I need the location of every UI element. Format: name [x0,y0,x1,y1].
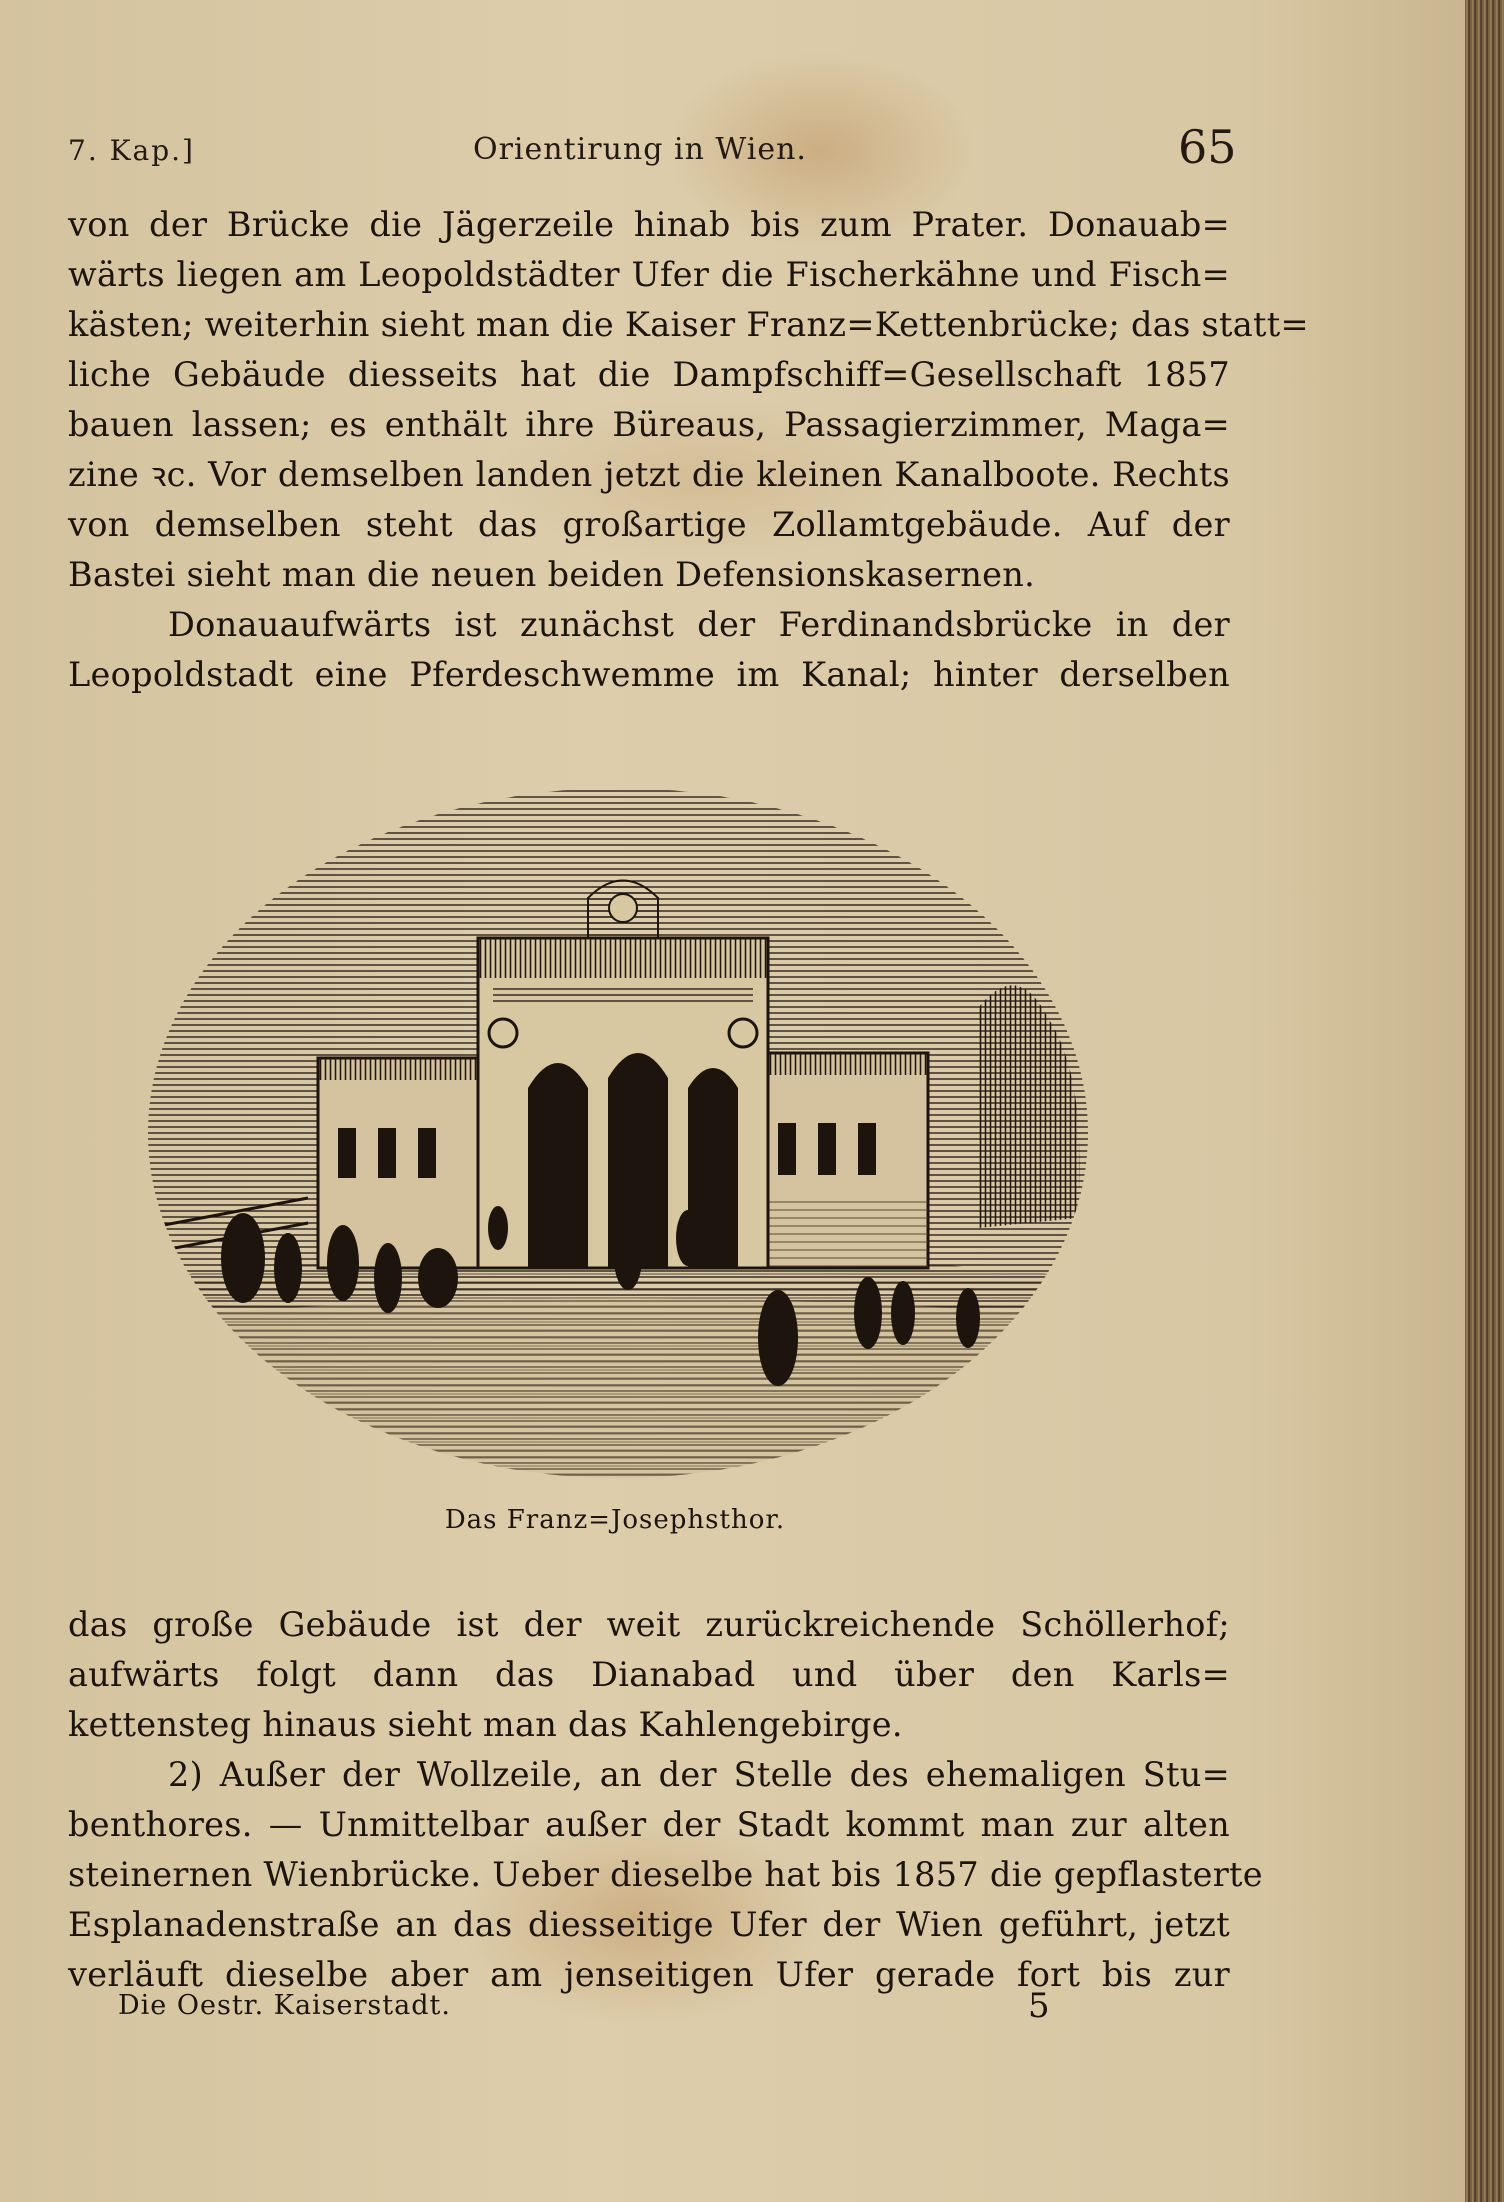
text-line: das große Gebäude ist der weit zurückreichende Schöllerhof; [68,1605,1230,1644]
text-line: liche Gebäude diesseits hat die Dampfschiff=Gesellschaft 1857 [68,355,1230,394]
text-line: wärts liegen am Leopoldstädter Ufer die Fischerkähne und Fisch= [68,255,1230,294]
engraving-franz-josephsthor [148,758,1088,1498]
text-line: Donauaufwärts ist zunächst der Ferdinandsbrücke in der [168,605,1230,644]
text-line: zine ꝛc. Vor demselben landen jetzt die kleinen Kanalboote. Rechts [68,455,1230,494]
text-block-top [68,200,1309,700]
text-line: verläuft dieselbe aber am jenseitigen Ufer gerade fort bis zur [68,1955,1230,1994]
book-edge [1465,0,1504,2202]
text-line: steinernen Wienbrücke. Ueber dieselbe hat bis 1857 die gepflasterte [68,1855,1263,1894]
text-line: kettensteg hinaus sieht man das Kahlengebirge. [68,1705,903,1744]
signature-title: Die Oestr. Kaiserstadt. [118,1990,451,2021]
text-block-bottom [68,1600,1263,2000]
text-line: Bastei sieht man die neuen beiden Defensionskasernen. [68,555,1036,594]
page-footer [118,1986,1118,2040]
text-line: Esplanadenstraße an das diesseitige Ufer der Wien geführt, jetzt [68,1905,1230,1944]
running-title: Orientirung in Wien. [473,132,807,167]
page-number: 65 [1178,120,1237,174]
figure-caption: Das Franz=Josephsthor. [444,1505,786,1535]
text-line: Leopoldstadt eine Pferdeschwemme im Kanal; hinter derselben [68,655,1230,694]
running-header [68,120,1237,180]
text-line: von demselben steht das großartige Zollamtgebäude. Auf der [68,505,1230,544]
text-line: bauen lassen; es enthält ihre Büreaus, Passagierzimmer, Maga= [68,405,1230,444]
text-line: von der Brücke die Jägerzeile hinab bis zum Prater. Donauab= [68,205,1230,244]
sheet-number: 5 [1028,1986,1050,2026]
text-line: kästen; weiterhin sieht man die Kaiser Franz=Kettenbrücke; das statt= [68,305,1309,344]
text-line: benthores. — Unmittelbar außer der Stadt kommt man zur alten [68,1805,1230,1844]
chapter-label: 7. Kap.] [68,134,195,167]
text-line: 2) Außer der Wollzeile, an der Stelle des ehemaligen Stu= [168,1755,1230,1794]
text-line: aufwärts folgt dann das Dianabad und über den Karls= [68,1655,1230,1694]
